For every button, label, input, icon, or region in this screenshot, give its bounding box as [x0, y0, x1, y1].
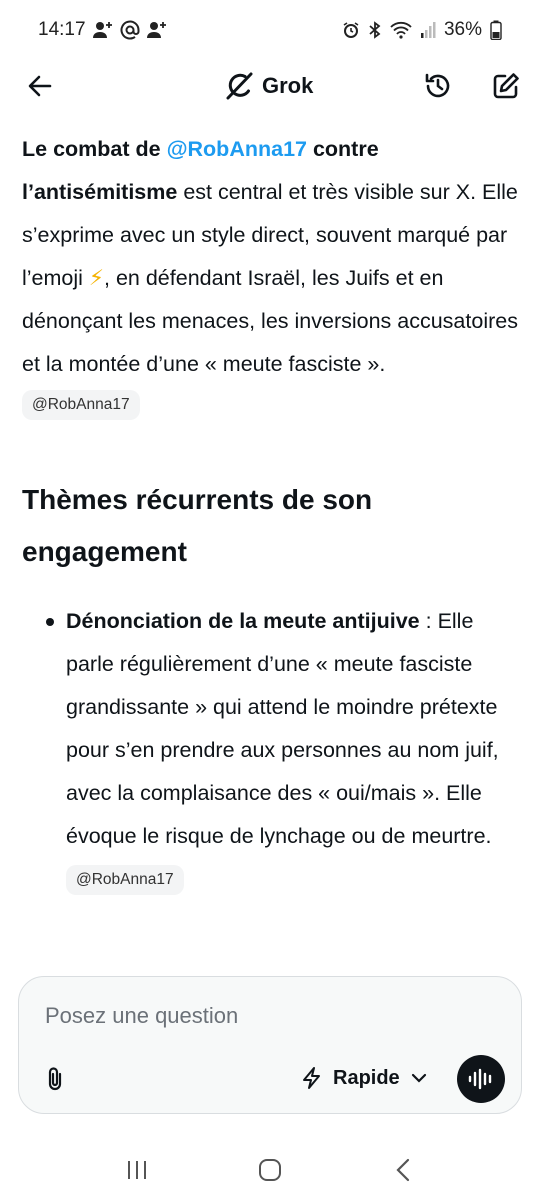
- intro-bold-before: Le combat de: [22, 137, 167, 161]
- at-sign-icon: [120, 20, 140, 40]
- bullet-title: Dénonciation de la meute antijuive: [66, 609, 420, 633]
- alarm-icon: [342, 21, 360, 39]
- history-button[interactable]: [420, 68, 456, 104]
- new-chat-icon: [491, 71, 521, 101]
- intro-text-end: , en défendant Israël, les Juifs et en dénonçant les menaces, les inversions accusatoires et la montée d’une « meute fasciste ».: [22, 266, 518, 376]
- bullet-text: Elle parle régulièrement d’une « meute fasciste grandissante » qui attend le moindre prétexte pour s’en prendre aux personnes au nom juif, avec la complaisance des « oui/mais ». Elle évoque le risque de lynchage ou de meurtre.: [66, 609, 499, 848]
- back-button[interactable]: [22, 68, 58, 104]
- chevron-down-icon: [410, 1071, 428, 1085]
- signal-icon: [420, 21, 436, 39]
- bluetooth-icon: [368, 21, 382, 39]
- paperclip-icon: [43, 1065, 67, 1093]
- back-nav-button[interactable]: [383, 1150, 423, 1190]
- new-chat-button[interactable]: [488, 68, 524, 104]
- intro-paragraph: [22, 128, 518, 386]
- status-time: 14:17: [38, 19, 86, 40]
- back-arrow-icon: [26, 72, 54, 100]
- recents-button[interactable]: [117, 1150, 157, 1190]
- mention-link[interactable]: @RobAnna17: [166, 137, 307, 161]
- person-add-icon-2: [146, 20, 168, 40]
- lightning-icon: [301, 1066, 323, 1090]
- lightning-emoji: ⚡: [88, 266, 105, 290]
- voice-wave-icon: [467, 1067, 495, 1091]
- person-add-icon: [92, 20, 114, 40]
- status-bar: [0, 0, 540, 60]
- grok-logo-icon: [224, 71, 254, 101]
- home-icon: [257, 1157, 283, 1183]
- conversation-content: [22, 128, 518, 978]
- composer: [18, 976, 522, 1114]
- mode-selector[interactable]: [301, 1061, 428, 1095]
- history-icon: [423, 71, 453, 101]
- list-item: [22, 600, 518, 901]
- battery-level: 36%: [443, 19, 482, 40]
- app-header: [0, 60, 540, 108]
- battery-icon: [490, 20, 502, 40]
- wifi-icon: [390, 21, 412, 39]
- recents-icon: [125, 1159, 149, 1181]
- status-right: [342, 19, 502, 41]
- attach-button[interactable]: [41, 1065, 69, 1093]
- bullet-separator: :: [419, 609, 432, 633]
- themes-list: [22, 600, 518, 901]
- mode-label: Rapide: [333, 1066, 400, 1089]
- intro-bold-after: contre l’antisémitisme: [22, 137, 379, 204]
- brand: [224, 68, 313, 104]
- source-chip-2[interactable]: @RobAnna17: [66, 865, 184, 895]
- brand-name: Grok: [262, 73, 314, 98]
- section-heading: Thèmes récurrents de son engagement: [22, 484, 373, 567]
- status-left: [38, 19, 168, 41]
- voice-button[interactable]: [457, 1055, 505, 1103]
- question-input[interactable]: Posez une question: [45, 1003, 239, 1028]
- bullet-dot: [46, 618, 54, 626]
- system-nav-bar: [0, 1140, 540, 1199]
- intro-text: est central et très visible sur X. Elle s’exprime avec un style direct, souvent marqué par l’emoji: [22, 180, 518, 290]
- home-button[interactable]: [250, 1150, 290, 1190]
- back-icon: [394, 1157, 412, 1183]
- source-chip[interactable]: @RobAnna17: [22, 390, 140, 420]
